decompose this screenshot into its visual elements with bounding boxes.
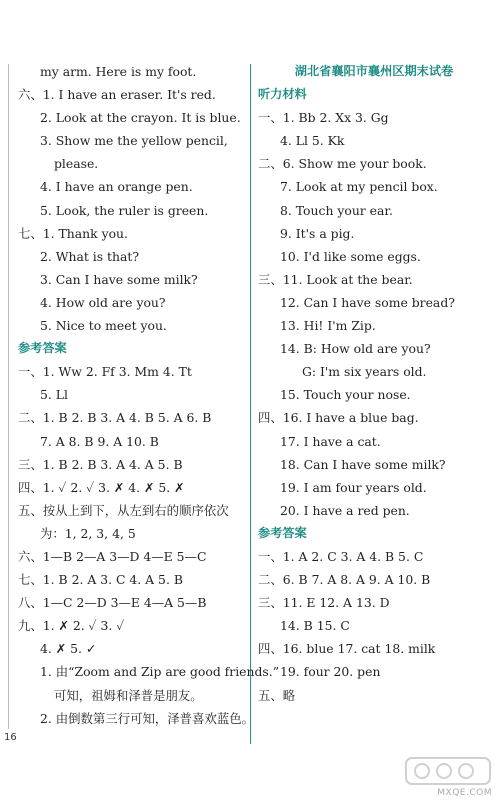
right-answer-line bbox=[258, 152, 490, 175]
left-line-text: 四、1. ✓ 2. ✓ 3. ✗ 4. ✗ 5. ✗ bbox=[18, 479, 185, 495]
watermark-text: MXQE.COM bbox=[437, 788, 492, 798]
right-answer-line bbox=[258, 222, 490, 245]
right-line-text: 参考答案 bbox=[258, 525, 307, 540]
right-line-text: 17. I have a cat. bbox=[280, 433, 381, 449]
column-divider bbox=[250, 64, 251, 744]
left-line-text: 1. 由“Zoom and Zip are good friends.” bbox=[40, 664, 280, 680]
left-line-text: 二、1. B 2. B 3. A 4. B 5. A 6. B bbox=[18, 410, 212, 426]
left-section-heading bbox=[18, 337, 246, 360]
left-line-text: 六、1. I have an eraser. It's red. bbox=[18, 87, 216, 103]
right-answer-line bbox=[258, 129, 490, 152]
left-line-text: 五、按从上到下，从左到右的顺序依次 bbox=[18, 502, 229, 518]
left-line-text: 七、1. B 2. A 3. C 4. A 5. B bbox=[18, 572, 183, 588]
right-line-text: 二、6. B 7. A 8. A 9. A 10. B bbox=[258, 572, 431, 588]
right-answer-line bbox=[258, 337, 490, 360]
right-line-text: 10. I'd like some eggs. bbox=[280, 248, 421, 264]
left-line-text: 一、1. Ww 2. Ff 3. Mm 4. Tt bbox=[18, 364, 192, 380]
right-answer-line bbox=[258, 614, 490, 637]
right-line-text: 20. I have a red pen. bbox=[280, 502, 410, 518]
left-line-text: my arm. Here is my foot. bbox=[40, 64, 197, 79]
left-line-text: please. bbox=[54, 156, 99, 172]
right-line-text: 14. B: How old are you? bbox=[280, 341, 431, 357]
right-line-text: 15. Touch your nose. bbox=[280, 387, 411, 403]
right-line-text: 四、16. blue 17. cat 18. milk bbox=[258, 641, 436, 657]
left-answer-line bbox=[18, 591, 246, 614]
left-answer-line bbox=[18, 568, 246, 591]
right-line-text: 7. Look at my pencil box. bbox=[280, 179, 438, 195]
left-answer-line bbox=[18, 476, 246, 499]
right-answer-line bbox=[258, 684, 490, 707]
right-line-text: 听力材料 bbox=[258, 87, 307, 102]
left-line-text: 3. Show me the yellow pencil, bbox=[40, 133, 228, 149]
right-line-text: 18. Can I have some milk? bbox=[280, 456, 446, 472]
exam-title: 湖北省襄阳市襄州区期末试卷 bbox=[294, 64, 454, 78]
right-answer-line bbox=[258, 453, 490, 476]
left-answer-line bbox=[18, 106, 246, 129]
left-answer-line bbox=[18, 499, 246, 522]
right-answer-line bbox=[258, 199, 490, 222]
right-line-text: 13. Hi! I'm Zip. bbox=[280, 318, 376, 334]
right-answer-line bbox=[258, 106, 490, 129]
left-line-text: 3. Can I have some milk? bbox=[40, 271, 198, 287]
right-answer-line bbox=[258, 175, 490, 198]
left-answer-line bbox=[18, 60, 246, 83]
left-line-text: 2. What is that? bbox=[40, 248, 140, 264]
left-answer-line bbox=[18, 245, 246, 268]
left-answer-line bbox=[18, 360, 246, 383]
right-answer-line bbox=[258, 360, 490, 383]
left-line-text: 六、1—B 2—A 3—D 4—E 5—C bbox=[18, 548, 207, 564]
right-line-text: 19. I am four years old. bbox=[280, 479, 427, 495]
left-line-text: 5. Look, the ruler is green. bbox=[40, 202, 209, 218]
left-answer-line bbox=[18, 453, 246, 476]
right-section-heading bbox=[258, 522, 490, 545]
right-answer-line bbox=[258, 476, 490, 499]
right-answer-line bbox=[258, 268, 490, 291]
right-line-text: 14. B 15. C bbox=[280, 618, 350, 634]
left-line-text: 5. Nice to meet you. bbox=[40, 318, 167, 334]
left-answer-line bbox=[18, 268, 246, 291]
left-line-text: 4. ✗ 5. ✓ bbox=[40, 641, 97, 657]
left-answer-line bbox=[18, 684, 246, 707]
right-line-text: 三、11. Look at the bear. bbox=[258, 271, 413, 287]
left-answer-line bbox=[18, 522, 246, 545]
left-answer-line bbox=[18, 614, 246, 637]
left-line-text: 九、1. ✗ 2. ✓ 3. ✓ bbox=[18, 618, 125, 634]
left-line-text: 2. Look at the crayon. It is blue. bbox=[40, 110, 241, 126]
left-answer-line bbox=[18, 660, 280, 683]
right-line-text: 8. Touch your ear. bbox=[280, 202, 393, 218]
left-answer-line bbox=[18, 637, 246, 660]
left-line-text: 八、1—C 2—D 3—E 4—A 5—B bbox=[18, 595, 207, 611]
right-line-text: 三、11. E 12. A 13. D bbox=[258, 595, 390, 611]
left-answer-line bbox=[18, 383, 246, 406]
right-line-text: 12. Can I have some bread? bbox=[280, 294, 455, 310]
left-line-text: 4. I have an orange pen. bbox=[40, 179, 193, 195]
right-line-text: 五、略 bbox=[258, 687, 296, 703]
right-answer-line bbox=[258, 545, 490, 568]
right-answer-line bbox=[258, 430, 490, 453]
left-line-text: 七、1. Thank you. bbox=[18, 225, 128, 241]
left-line-text: 三、1. B 2. B 3. A 4. A 5. B bbox=[18, 456, 183, 472]
right-line-text: 一、1. Bb 2. Xx 3. Gg bbox=[258, 110, 389, 126]
right-answer-line bbox=[258, 245, 490, 268]
left-line-text: 4. How old are you? bbox=[40, 294, 166, 310]
right-line-text: 19. four 20. pen bbox=[280, 664, 381, 680]
left-line-text: 7. A 8. B 9. A 10. B bbox=[40, 433, 159, 449]
right-answer-line bbox=[258, 291, 490, 314]
right-column bbox=[258, 60, 490, 707]
right-answer-line bbox=[258, 406, 490, 429]
right-answer-line bbox=[258, 660, 490, 683]
right-line-text: 二、6. Show me your book. bbox=[258, 156, 427, 172]
left-answer-line bbox=[18, 199, 246, 222]
left-line-text: 5. Ll bbox=[40, 387, 68, 403]
left-answer-line bbox=[18, 406, 246, 429]
left-answer-line bbox=[18, 129, 246, 152]
left-line-text: 可知，祖姆和泽普是朋友。 bbox=[54, 687, 203, 703]
left-line-text: 为：1, 2, 3, 4, 5 bbox=[40, 525, 136, 541]
left-answer-line bbox=[18, 545, 246, 568]
left-margin-rule bbox=[8, 64, 9, 729]
left-answer-line bbox=[18, 314, 246, 337]
right-answer-line bbox=[258, 591, 490, 614]
right-line-text: 9. It's a pig. bbox=[280, 225, 355, 241]
left-answer-line bbox=[18, 430, 246, 453]
left-answer-line bbox=[18, 707, 255, 730]
right-line-text: 一、1. A 2. C 3. A 4. B 5. C bbox=[258, 548, 424, 564]
left-answer-line bbox=[18, 83, 246, 106]
left-answer-line bbox=[18, 175, 246, 198]
left-answer-line bbox=[18, 291, 246, 314]
right-section-heading bbox=[258, 83, 490, 106]
left-answer-line bbox=[18, 222, 246, 245]
right-answer-line bbox=[258, 499, 490, 522]
right-line-text: 四、16. I have a blue bag. bbox=[258, 410, 419, 426]
left-answer-line bbox=[18, 152, 246, 175]
right-column-lines bbox=[258, 83, 490, 707]
page-number: 16 bbox=[4, 732, 17, 743]
right-answer-line bbox=[258, 637, 490, 660]
left-line-text: 参考答案 bbox=[18, 341, 67, 356]
right-answer-line bbox=[258, 383, 490, 406]
right-answer-line bbox=[258, 568, 490, 591]
right-answer-line bbox=[258, 314, 490, 337]
left-line-text: 2. 由倒数第三行可知，泽普喜欢蓝色。 bbox=[40, 710, 255, 726]
right-line-text: G: I'm six years old. bbox=[302, 364, 427, 380]
right-line-text: 4. Ll 5. Kk bbox=[280, 133, 345, 149]
